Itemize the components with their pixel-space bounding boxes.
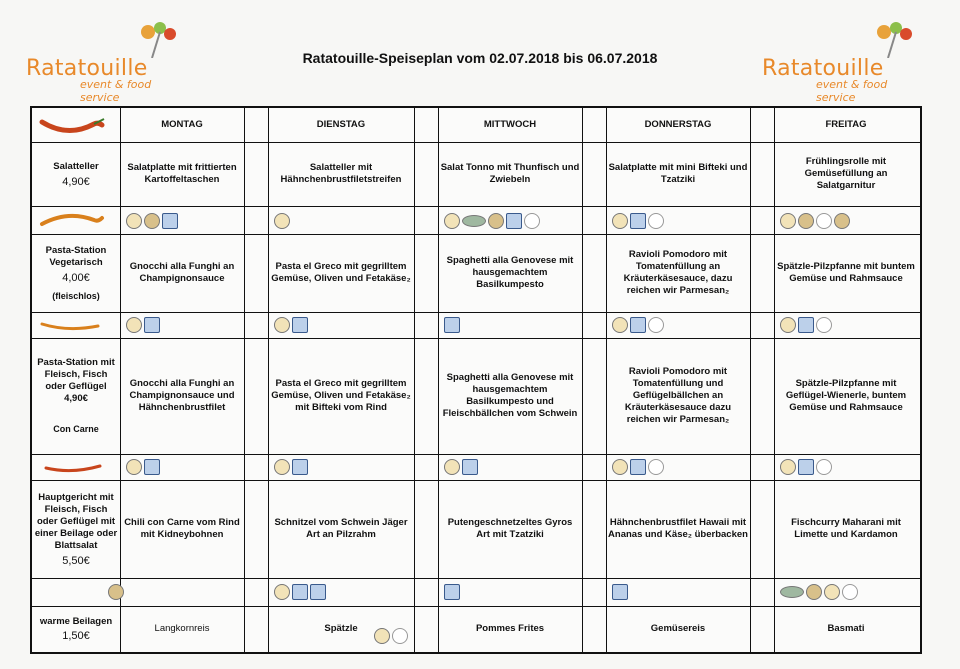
row-label-hauptgericht (32, 480, 120, 578)
allergen-icons (612, 584, 628, 600)
row-label-text: Hauptgericht mit Fleisch, Fisch oder Geflügel mit einer Beilage oder Blattsalat (34, 491, 118, 551)
row-label-text: warme Beilagen (39, 616, 113, 627)
egg-icon (816, 213, 832, 229)
meal-cell: Langkornreis (154, 623, 210, 634)
meal-cell: Fischcurry Maharani mit Limette und Kardamon (791, 517, 901, 540)
grain-icon (374, 628, 390, 644)
meal-cell: Basmati (827, 623, 865, 634)
meal-cell: Pasta el Greco mit gegrilltem Gemüse, Oliven und Fetakäse₂ (271, 261, 411, 284)
allergen-icons (444, 317, 460, 333)
egg-icon (842, 584, 858, 600)
allergen-icons (780, 317, 832, 333)
day-header-thursday: DONNERSTAG (644, 119, 712, 130)
brand-name: Ratatouille (762, 56, 884, 81)
allergen-icons (780, 584, 858, 600)
allergen-icons (612, 459, 664, 475)
grain-icon (274, 459, 290, 475)
allergen-icons (444, 584, 460, 600)
row-price: 4,90€ (62, 175, 90, 188)
celery-icon (834, 213, 850, 229)
allergen-icons (274, 317, 308, 333)
meal-cell: Schnitzel vom Schwein Jäger Art an Pilzrahm (274, 517, 408, 540)
milk-icon (630, 459, 646, 475)
allergen-icons (274, 213, 290, 229)
day-header-friday: FREITAG (825, 119, 867, 130)
milk-icon (506, 213, 522, 229)
allergen-icons (274, 584, 326, 600)
grain-icon (126, 459, 142, 475)
meal-cell: Salatplatte mit frittierten Kartoffeltaschen (127, 162, 237, 185)
grain-icon (444, 213, 460, 229)
meal-cell: Gemüsereis (650, 623, 706, 634)
meal-cell: Salat Tonno mit Thunfisch und Zwiebeln (440, 162, 580, 185)
milk-icon (630, 317, 646, 333)
grain-icon (274, 584, 290, 600)
meal-cell: Ravioli Pomodoro mit Tomatenfüllung an Kräuterkäsesauce, dazu reichen wir Parmesan₂ (623, 249, 733, 296)
brand-tagline: event & food service (816, 78, 888, 104)
milk-icon (162, 213, 178, 229)
grain-icon (612, 213, 628, 229)
grain-icon (612, 459, 628, 475)
chili-icon (38, 318, 108, 334)
grain-icon (126, 317, 142, 333)
wheat-icon (108, 584, 124, 600)
meal-cell: Gnocchi alla Funghi an Champignonsauce und Hähnchenbrustfilet (129, 378, 235, 413)
row-label-salatteller (32, 142, 120, 206)
milk-icon (292, 459, 308, 475)
egg-icon (816, 459, 832, 475)
grain-icon (780, 317, 796, 333)
row-label-text: Pasta-Station Vegetarisch (45, 244, 107, 268)
row-price: 1,50€ (62, 630, 90, 642)
meal-cell: Pommes Frites (475, 623, 545, 634)
allergen-icons (108, 584, 124, 600)
brand-name: Ratatouille (26, 56, 148, 81)
chili-icon (42, 460, 108, 476)
meal-cell: Chili con Carne vom Rind mit Kidneybohnen (124, 517, 240, 540)
allergen-icons (126, 459, 160, 475)
grain-icon (612, 317, 628, 333)
allergen-icons (444, 459, 478, 475)
milk-icon (292, 584, 308, 600)
egg-icon (524, 213, 540, 229)
row-label-beilagen (32, 606, 120, 652)
milk-icon (798, 317, 814, 333)
allergen-icons (126, 317, 160, 333)
milk-icon (310, 584, 326, 600)
milk-icon (144, 317, 160, 333)
milk-icon (612, 584, 628, 600)
row-label-text: Pasta-Station mit Fleisch, Fisch oder Geflügel 4,90€ (37, 357, 115, 404)
grain-icon (274, 317, 290, 333)
egg-icon (648, 213, 664, 229)
row-label-text: Salatteller (53, 160, 99, 172)
meal-cell: Spätzle (324, 623, 358, 634)
meal-cell: Ravioli Pomodoro mit Tomatenfüllung und Geflügelbällchen an Kräuterkäsesauce dazu reichen wir Parmesan₂ (624, 366, 732, 425)
meal-cell: Hähnchenbrustfilet Hawaii mit Ananas und Käse₂ überbacken (608, 517, 748, 540)
fish-icon (780, 586, 804, 598)
allergen-icons (612, 213, 664, 229)
milk-icon (444, 317, 460, 333)
meal-cell: Salatteller mit Hähnchenbrustfiletstreifen (280, 162, 402, 185)
row-note: (fleischlos) (52, 290, 100, 301)
menu-table (30, 106, 922, 654)
row-label-pasta-fleisch (32, 338, 120, 454)
row-note: Con Carne (53, 424, 99, 434)
allergen-icons (274, 459, 308, 475)
milk-icon (444, 584, 460, 600)
egg-icon (816, 317, 832, 333)
meal-cell: Spaghetti alla Genovese mit hausgemachtem Basilkumpesto (446, 255, 574, 290)
allergen-icons (612, 317, 664, 333)
milk-icon (144, 459, 160, 475)
row-price: 5,50€ (62, 554, 90, 567)
egg-icon (648, 317, 664, 333)
milk-icon (798, 459, 814, 475)
day-header-wednesday: MITTWOCH (483, 119, 537, 130)
meal-cell: Pasta el Greco mit gegrilltem Gemüse, Oliven und Fetakäse₂ mit Bifteki vom Rind (271, 378, 411, 413)
egg-icon (648, 459, 664, 475)
meal-cell: Frühlingsrolle mit Gemüsefüllung an Salatgarnitur (804, 156, 888, 191)
row-price: 4,00€ (62, 271, 90, 284)
grain-icon (126, 213, 142, 229)
grain-icon (444, 459, 460, 475)
fish-icon (462, 215, 486, 227)
meal-cell: Spätzle-Pilzpfanne mit Geflügel-Wienerle, buntem Gemüse und Rahmsauce (785, 378, 907, 413)
meal-cell: Spaghetti alla Genovese mit hausgemachtem Basilkumpesto und Fleischbällchen vom Schwein (442, 372, 578, 419)
milk-icon (292, 317, 308, 333)
egg-icon (392, 628, 408, 644)
mustard-icon (824, 584, 840, 600)
day-header-monday: MONTAG (161, 119, 203, 130)
meal-cell: Putengeschnetzeltes Gyros Art mit Tzatziki (447, 517, 573, 540)
allergen-icons (126, 213, 178, 229)
meal-cell: Gnocchi alla Funghi an Champignonsauce (129, 261, 235, 284)
allergen-icons (444, 213, 540, 229)
allergen-icons (374, 628, 408, 644)
brand-tagline: event & food service (80, 78, 152, 104)
meal-cell: Salatplatte mit mini Bifteki und Tzatziki (608, 162, 748, 185)
grain-icon (274, 213, 290, 229)
meal-cell: Spätzle-Pilzpfanne mit buntem Gemüse und Rahmsauce (777, 261, 915, 284)
chili-icon (38, 212, 108, 230)
day-header-tuesday: DIENSTAG (316, 119, 366, 130)
milk-icon (462, 459, 478, 475)
wheat-icon (488, 213, 504, 229)
chili-icon (38, 116, 108, 136)
page-title: Ratatouille-Speiseplan vom 02.07.2018 bis 06.07.2018 (302, 50, 658, 66)
allergen-icons (780, 213, 850, 229)
celery-icon (806, 584, 822, 600)
grain-icon (780, 213, 796, 229)
allergen-icons (780, 459, 832, 475)
milk-icon (630, 213, 646, 229)
row-label-pasta-vegetarisch (32, 234, 120, 312)
wheat-icon (144, 213, 160, 229)
wheat-icon (798, 213, 814, 229)
grain-icon (780, 459, 796, 475)
